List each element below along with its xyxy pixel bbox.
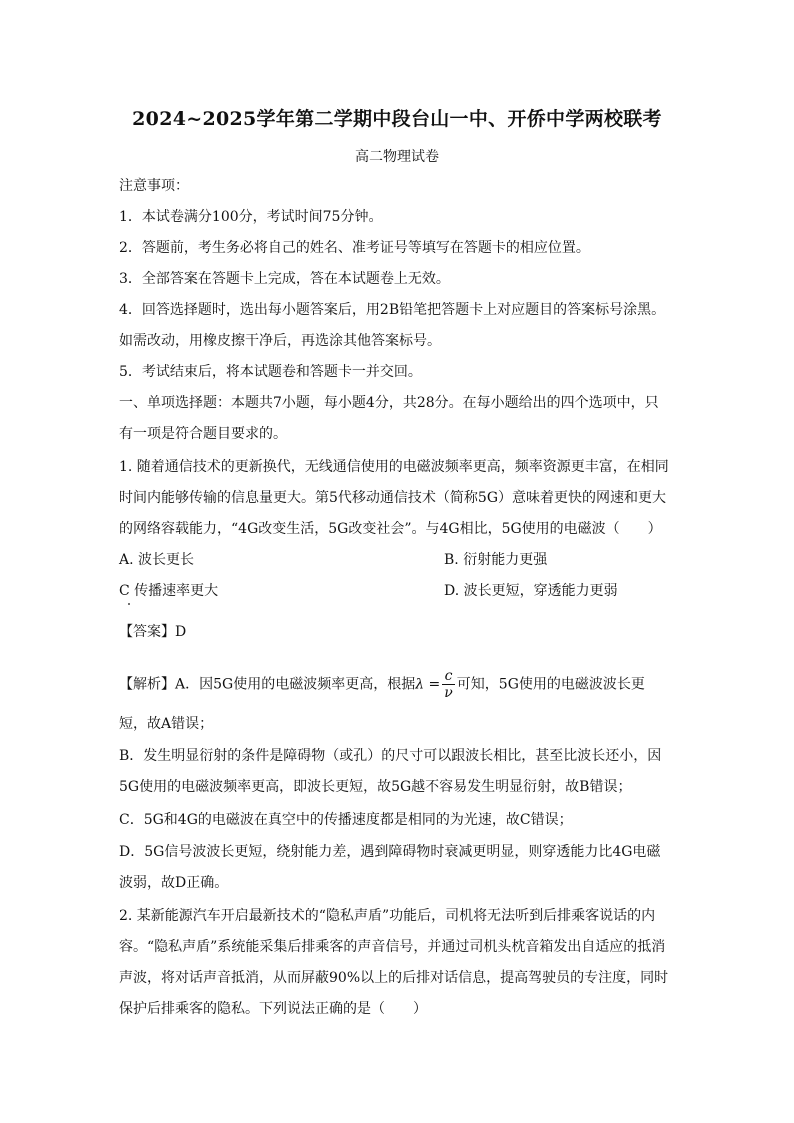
q1-option-a: A. 波长更长 xyxy=(119,552,195,568)
formula-fraction xyxy=(442,668,455,701)
notice-heading: 注意事项： xyxy=(119,178,189,194)
notice-item: 3．全部答案在答题卡上完成，答在本试题卷上无效。 xyxy=(119,271,450,287)
q1-analysis-a xyxy=(119,668,645,701)
notice-item: 1．本试卷满分100分，考试时间75分钟。 xyxy=(119,209,383,225)
q1-answer: 【答案】D xyxy=(119,624,187,640)
formula-denominator: ν xyxy=(444,685,453,701)
q1-analysis-line: B．发生明显衍射的条件是障碍物（或孔）的尺寸可以跟波长相比，甚至比波长还小，因 xyxy=(119,748,662,764)
q1-option-c: C 传播速率更大 xyxy=(119,583,219,599)
q1-option-d: D. 波长更短，穿透能力更弱 xyxy=(444,583,618,599)
exam-title: 2024~2025学年第二学期中段台山一中、开侨中学两校联考 xyxy=(132,108,662,130)
q2-stem-line: 容。“隐私声盾”系统能采集后排乘客的声音信号，并通过司机头枕音箱发出自适应的抵消 xyxy=(119,939,666,955)
q1-option-b: B. 衍射能力更强 xyxy=(444,552,548,568)
notice-item: 5．考试结束后，将本试题卷和答题卡一并交回。 xyxy=(119,364,422,380)
q1-analysis-line: 波弱，故D正确。 xyxy=(119,875,229,891)
exam-subtitle: 高二物理试卷 xyxy=(355,149,439,165)
section-heading-cont: 有一项是符合题目要求的。 xyxy=(119,426,287,442)
q1-analysis-line: C．5G和4G的电磁波在真空中的传播速度都是相同的为光速，故C错误； xyxy=(119,812,573,828)
q1-analysis-line: 短，故A错误； xyxy=(119,716,214,732)
formula-numerator: c xyxy=(442,668,455,685)
q1-stem-line: 的网络容载能力，“4G改变生活，5G改变社会”。与4G相比，5G使用的电磁波（ ） xyxy=(119,521,662,537)
q1-stem-line: 时间内能够传输的信息量更大。第5代移动通信技术（简称5G）意味着更快的网速和更大 xyxy=(119,490,666,506)
stray-dot xyxy=(128,603,130,605)
analysis-a-prefix: 【解析】A．因5G使用的电磁波频率更高，根据 xyxy=(119,676,416,693)
section-heading: 一、单项选择题：本题共7小题，每小题4分，共28分。在每小题给出的四个选项中，只 xyxy=(119,395,659,411)
notice-item: 如需改动，用橡皮擦干净后，再选涂其他答案标号。 xyxy=(119,333,441,349)
notice-item: 2．答题前，考生务必将自己的姓名、准考证号等填写在答题卡的相应位置。 xyxy=(119,240,590,256)
notice-item: 4．回答选择题时，选出每小题答案后，用2B铅笔把答题卡上对应题目的答案标号涂黑。 xyxy=(119,302,666,318)
q2-stem-line: 2. 某新能源汽车开启最新技术的“隐私声盾”功能后，司机将无法听到后排乘客说话的内 xyxy=(119,908,656,924)
q2-stem-line: 保护后排乘客的隐私。下列说法正确的是（ ） xyxy=(119,1001,427,1017)
q1-analysis-line: 5G使用的电磁波频率更高，即波长更短，故5G越不容易发生明显衍射，故B错误； xyxy=(119,779,632,795)
analysis-a-suffix: 可知，5G使用的电磁波波长更 xyxy=(456,676,645,693)
formula-lhs: λ = xyxy=(415,676,441,693)
q2-stem-line: 声波，将对话声音抵消，从而屏蔽90%以上的后排对话信息，提高驾驶员的专注度，同时 xyxy=(119,970,669,986)
q1-stem-line: 1. 随着通信技术的更新换代，无线通信使用的电磁波频率更高，频率资源更丰富，在相同 xyxy=(119,459,669,475)
q1-analysis-line: D．5G信号波波长更短，绕射能力差，遇到障碍物时衰减更明显，则穿透能力比4G电磁 xyxy=(119,844,661,860)
